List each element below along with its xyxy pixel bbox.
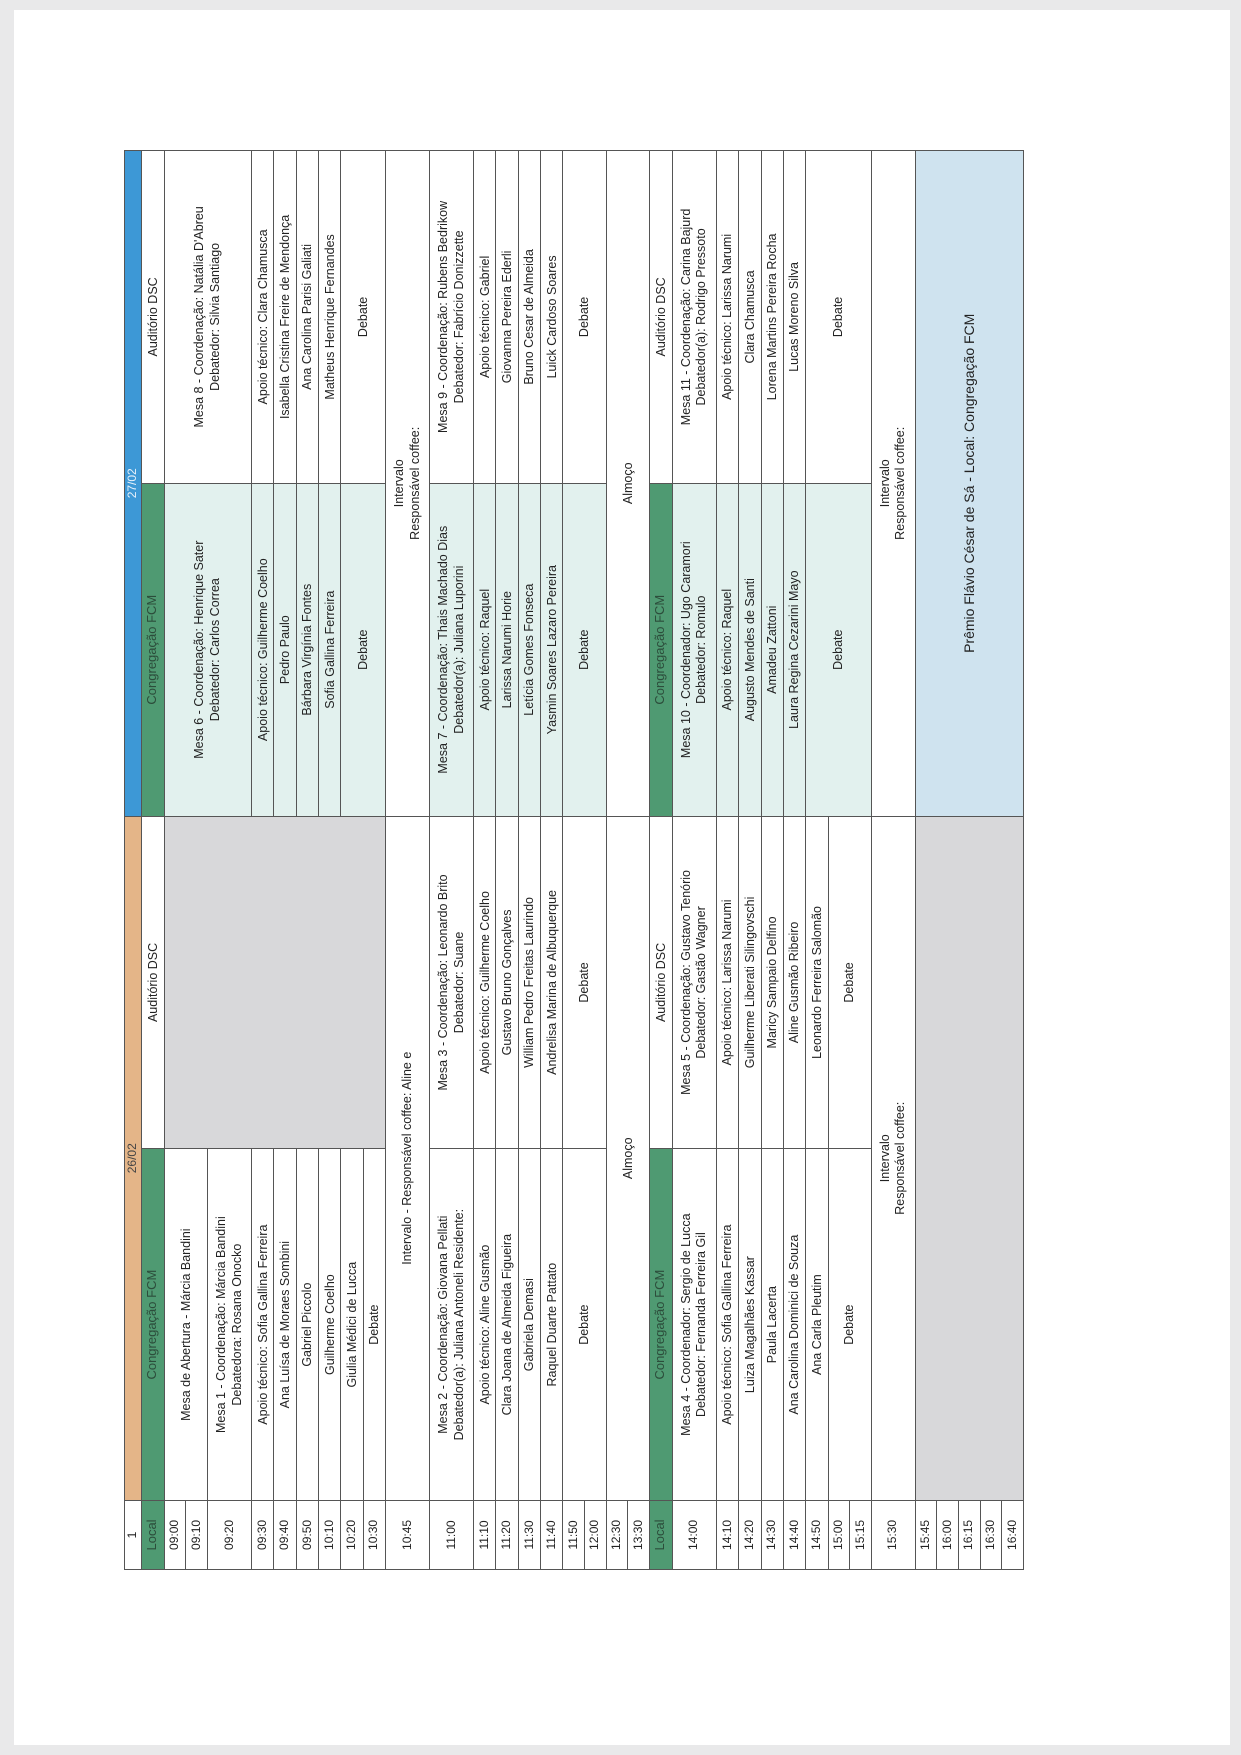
mesa5-debate: Debate xyxy=(828,816,871,1149)
mesa-abertura: Mesa de Abertura - Márcia Bandini xyxy=(164,1149,207,1501)
mesa10-presenter: Augusto Mendes de Santi xyxy=(739,483,761,816)
time-cell: 10:30 xyxy=(363,1500,385,1569)
time-cell: 14:30 xyxy=(761,1500,783,1569)
time-cell: 16:40 xyxy=(1002,1500,1024,1569)
time-cell: 15:30 xyxy=(871,1500,915,1569)
time-cell: 10:20 xyxy=(341,1500,363,1569)
empty-block xyxy=(164,816,385,1149)
mesa3-apoio: Apoio técnico: Guilherme Coelho xyxy=(474,816,496,1149)
empty-block-afternoon xyxy=(915,816,1023,1500)
venue-dsc-4: Auditório DSC xyxy=(649,151,672,484)
mesa7-header: Mesa 7 - Coordenação: Thais Machado Dias Debatedor(a): Juliana Luporini xyxy=(430,483,474,816)
mesa10-presenter: Laura Regina Cezarini Mayo xyxy=(783,483,805,816)
mesa7-presenter: Letícia Gomes Fonseca xyxy=(518,483,540,816)
mesa9-debate: Debate xyxy=(563,151,606,484)
time-cell: 09:30 xyxy=(252,1500,274,1569)
mesa8-header: Mesa 8 - Coordenação: Natália D'Abreu Debatedor: Silvia Santiago xyxy=(164,151,251,484)
mesa1-presenter: Ana Luísa de Moraes Sombini xyxy=(274,1149,296,1501)
mesa5-presenter: Aline Gusmão Ribeiro xyxy=(783,816,805,1149)
mesa11-presenter: Lorena Martins Pereira Rocha xyxy=(761,151,783,484)
time-cell: 12:00 xyxy=(585,1500,607,1569)
date-header-27: 27/02 xyxy=(125,151,142,817)
mesa10-header: Mesa 10 - Coordenador: Ugo Caramori Debatedor: Romulo xyxy=(672,483,716,816)
mesa3-presenter: Gustavo Bruno Gonçalves xyxy=(496,816,518,1149)
mesa3-presenter: William Pedro Freitas Laurindo xyxy=(518,816,540,1149)
mesa2-debate: Debate xyxy=(563,1149,606,1501)
mesa4-presenter: Paula Lacerta xyxy=(761,1149,783,1501)
venue-dsc-3: Auditório DSC xyxy=(649,816,672,1149)
mesa5-presenter: Maricy Sampaio Delfino xyxy=(761,816,783,1149)
time-cell: 15:00 xyxy=(828,1500,850,1569)
venue-row xyxy=(141,151,164,1570)
time-cell: 11:50 xyxy=(563,1500,585,1569)
intervalo-2-day2: Intervalo Responsável coffee: xyxy=(871,151,915,817)
time-cell: 09:00 xyxy=(164,1500,186,1569)
time-cell: 14:10 xyxy=(716,1500,738,1569)
mesa6-presenter: Sofia Gallina Ferreira xyxy=(319,483,341,816)
time-cell: 10:10 xyxy=(319,1500,341,1569)
mesa2-presenter: Clara Joana de Almeida Figueira xyxy=(496,1149,518,1501)
mesa9-presenter: Luick Cardoso Soares xyxy=(541,151,563,484)
mesa3-header: Mesa 3 - Coordenação: Leonardo Brito Debatedor: Suane xyxy=(430,816,474,1149)
mesa11-header: Mesa 11 - Coordenação: Carina Bajurd Debatedor(a): Rodrigo Pressoto xyxy=(672,151,716,484)
premio-block: Prêmio Flávio César de Sá - Local: Congregação FCM xyxy=(915,151,1023,817)
time-cell: 11:40 xyxy=(541,1500,563,1569)
mesa2-apoio: Apoio técnico: Aline Gusmão xyxy=(474,1149,496,1501)
mesa6-presenter: Pedro Paulo xyxy=(274,483,296,816)
time-cell: 11:20 xyxy=(496,1500,518,1569)
mesa5-presenter: Leonardo Ferreira Salomão xyxy=(806,816,828,1149)
time-cell: 14:50 xyxy=(806,1500,828,1569)
local-header: Local xyxy=(141,1500,164,1569)
scanned-page xyxy=(14,10,1230,1745)
mesa11-presenter: Clara Chamusca xyxy=(739,151,761,484)
almoco-day1: Almoço xyxy=(606,816,649,1500)
mesa4-presenter: Ana Carla Pleutim xyxy=(806,1149,828,1501)
corner-number: 1 xyxy=(125,1500,142,1569)
time-cell: 11:00 xyxy=(430,1500,474,1569)
mesa8-apoio: Apoio técnico: Clara Chamusca xyxy=(252,151,274,484)
intervalo-1-day2: Intervalo Responsável coffee: xyxy=(386,151,430,817)
time-cell: 12:30 xyxy=(606,1500,628,1569)
schedule-sheet xyxy=(124,150,1024,1570)
mesa5-header: Mesa 5 - Coordenação: Gustavo Tenório Debatedor: Gastão Wagner xyxy=(672,816,716,1149)
intervalo-2-day1: Intervalo Responsável coffee: xyxy=(871,816,915,1500)
local-header-2: Local xyxy=(649,1500,672,1569)
mesa5-presenter: Guilherme Liberati Silingovschi xyxy=(739,816,761,1149)
mesa11-debate: Debate xyxy=(806,151,872,484)
mesa8-presenter: Isabella Cristina Freire de Mendonça xyxy=(274,151,296,484)
mesa2-presenter: Gabriela Demasi xyxy=(518,1149,540,1501)
mesa1-apoio: Apoio técnico: Sofia Gallina Ferreira xyxy=(252,1149,274,1501)
time-cell: 10:45 xyxy=(386,1500,430,1569)
mesa8-debate: Debate xyxy=(341,151,386,484)
date-header-26: 26/02 xyxy=(125,816,142,1500)
mesa1-presenter: Guilherme Coelho xyxy=(319,1149,341,1501)
mesa7-apoio: Apoio técnico: Raquel xyxy=(474,483,496,816)
time-cell: 16:30 xyxy=(980,1500,1002,1569)
almoco-day2: Almoço xyxy=(606,151,649,817)
time-cell: 15:45 xyxy=(915,1500,937,1569)
intervalo-1-day1: Intervalo - Responsável coffee: Aline e xyxy=(386,816,430,1500)
mesa4-header: Mesa 4 - Coordenador: Sergio de Lucca Debatedor: Fernanda Ferreira Gil xyxy=(672,1149,716,1501)
mesa6-apoio: Apoio técnico: Guilherme Coelho xyxy=(252,483,274,816)
mesa11-presenter: Lucas Moreno Silva xyxy=(783,151,805,484)
time-cell: 15:15 xyxy=(850,1500,872,1569)
mesa1-presenter: Gabriel Piccolo xyxy=(296,1149,318,1501)
mesa4-debate: Debate xyxy=(828,1149,871,1501)
mesa2-presenter: Raquel Duarte Pattato xyxy=(541,1149,563,1501)
mesa11-apoio: Apoio técnico: Larissa Narumi xyxy=(716,151,738,484)
venue-dsc-1: Auditório DSC xyxy=(141,816,164,1149)
date-row xyxy=(125,151,142,1570)
mesa1-presenter: Giulia Médici de Lucca xyxy=(341,1149,363,1501)
mesa3-presenter: Andrelisa Marina de Albuquerque xyxy=(541,816,563,1149)
mesa1-debate: Debate xyxy=(363,1149,385,1501)
mesa3-debate: Debate xyxy=(563,816,606,1149)
mesa6-debate: Debate xyxy=(341,483,386,816)
schedule-table xyxy=(124,150,1024,1570)
mesa8-presenter: Ana Carolina Parisi Galiati xyxy=(296,151,318,484)
time-cell: 09:20 xyxy=(208,1500,252,1569)
time-cell: 09:50 xyxy=(296,1500,318,1569)
mesa7-presenter: Yasmin Soares Lazaro Pereira xyxy=(541,483,563,816)
mesa8-presenter: Matheus Henrique Fernandes xyxy=(319,151,341,484)
time-cell: 13:30 xyxy=(628,1500,650,1569)
venue-fcm-4: Congregação FCM xyxy=(649,483,672,816)
mesa9-presenter: Bruno Cesar de Almeida xyxy=(518,151,540,484)
mesa9-apoio: Apoio técnico: Gabriel xyxy=(474,151,496,484)
mesa7-debate: Debate xyxy=(563,483,606,816)
time-cell: 09:40 xyxy=(274,1500,296,1569)
time-cell: 14:00 xyxy=(672,1500,716,1569)
mesa10-presenter: Amadeu Zattoni xyxy=(761,483,783,816)
mesa10-apoio: Apoio técnico: Raquel xyxy=(716,483,738,816)
venue-fcm-3: Congregação FCM xyxy=(649,1149,672,1501)
time-cell: 11:30 xyxy=(518,1500,540,1569)
venue-fcm-1: Congregação FCM xyxy=(141,1149,164,1501)
mesa7-presenter: Larissa Narumi Horie xyxy=(496,483,518,816)
mesa4-presenter: Luiza Magalhães Kassar xyxy=(739,1149,761,1501)
mesa5-apoio: Apoio técnico: Larissa Narumi xyxy=(716,816,738,1149)
venue-fcm-2: Congregação FCM xyxy=(141,483,164,816)
mesa1-header: Mesa 1 - Coordenação: Márcia Bandini Debatedora: Rosana Onocko xyxy=(208,1149,252,1501)
mesa10-debate: Debate xyxy=(806,483,872,816)
venue-dsc-2: Auditório DSC xyxy=(141,151,164,484)
time-cell: 14:40 xyxy=(783,1500,805,1569)
mesa9-presenter: Giovanna Pereira Ederli xyxy=(496,151,518,484)
mesa6-header: Mesa 6 - Coordenação: Henrique Sater Debatedor: Carlos Correa xyxy=(164,483,251,816)
mesa2-header: Mesa 2 - Coordenação: Giovana Pellati Debatedor(a): Juliana Antoneli Residente: xyxy=(430,1149,474,1501)
time-cell: 09:10 xyxy=(186,1500,208,1569)
mesa6-presenter: Bárbara Virgínia Fontes xyxy=(296,483,318,816)
mesa4-presenter: Ana Carolina Dominici de Souza xyxy=(783,1149,805,1501)
time-cell: 14:20 xyxy=(739,1500,761,1569)
venue-row-2 xyxy=(649,151,672,1570)
time-cell: 16:00 xyxy=(937,1500,959,1569)
mesa9-header: Mesa 9 - Coordenação: Rubens Bedrikow Debatedor: Fabrício Donizzette xyxy=(430,151,474,484)
time-cell: 11:10 xyxy=(474,1500,496,1569)
time-cell: 16:15 xyxy=(958,1500,980,1569)
mesa4-apoio: Apoio técnico: Sofia Gallina Ferreira xyxy=(716,1149,738,1501)
